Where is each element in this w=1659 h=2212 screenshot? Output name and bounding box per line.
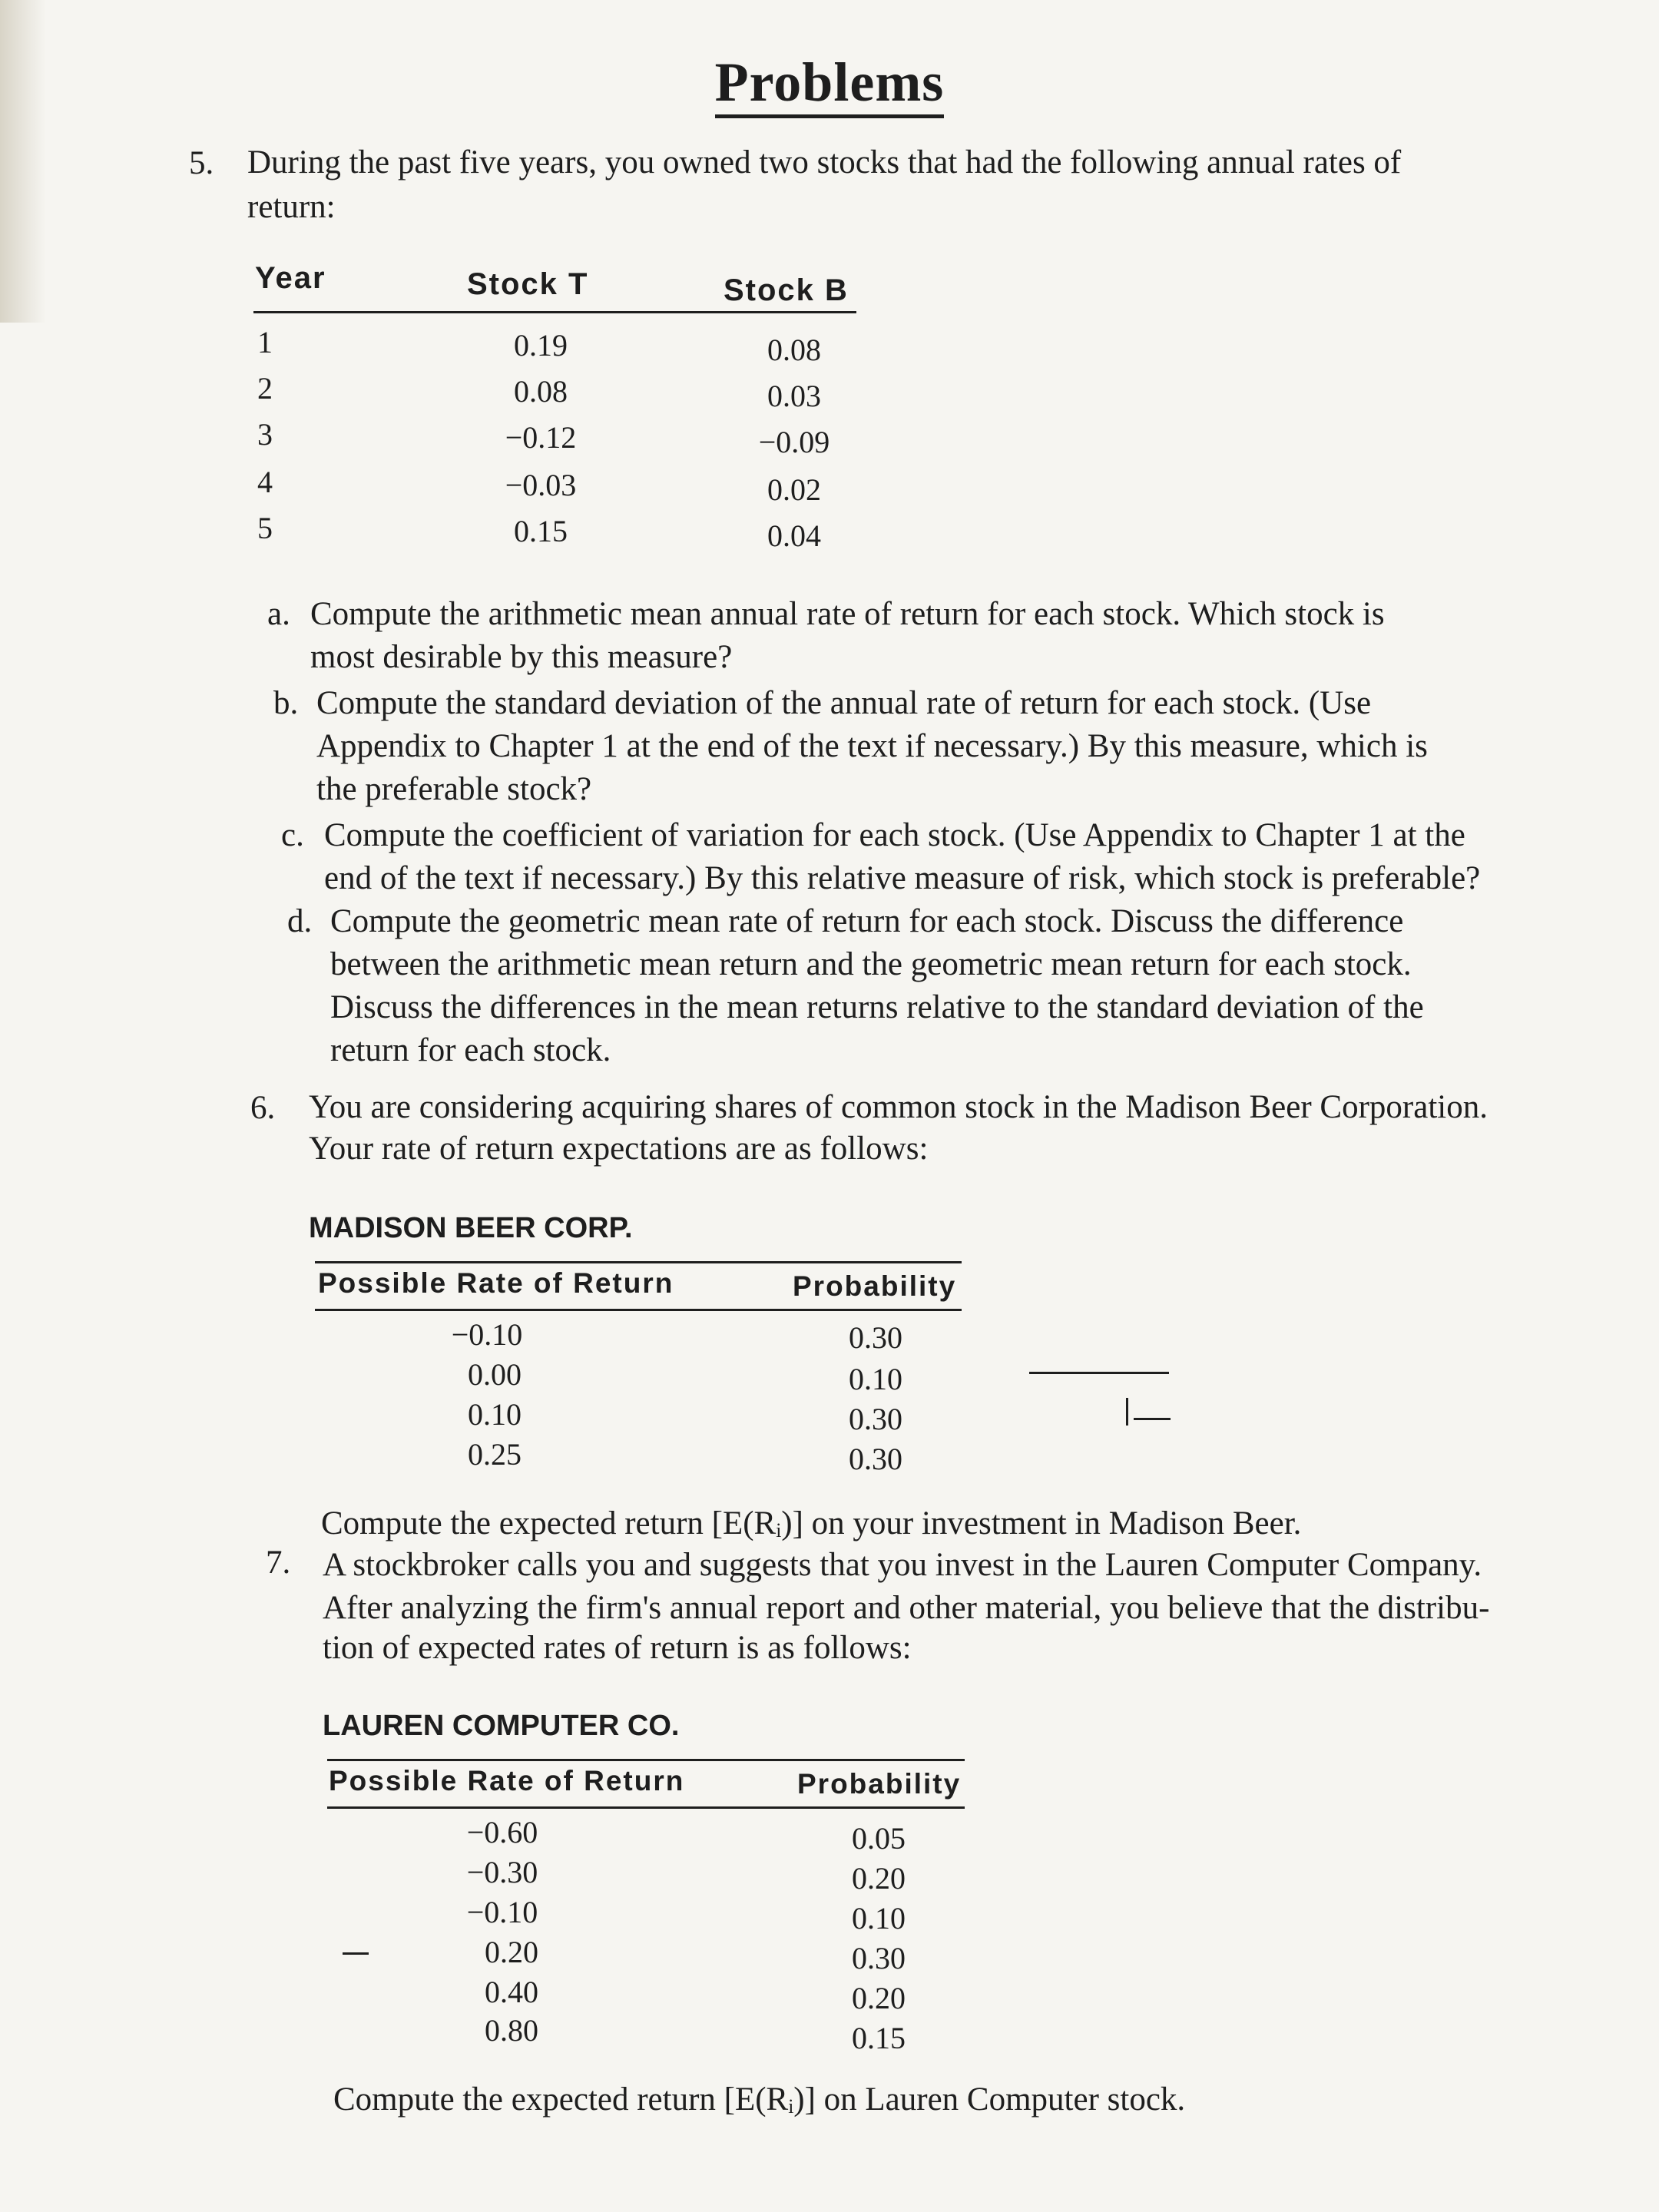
table5-header-stock-b: Stock B [724, 273, 849, 307]
table5-stock-b: 0.08 [767, 333, 821, 367]
lauren-rate: 0.80 [485, 2013, 538, 2048]
stray-pen-line [1134, 1418, 1171, 1420]
madison-rate: −0.10 [451, 1317, 523, 1352]
table5-header-year: Year [255, 261, 326, 295]
table5-year: 2 [257, 371, 273, 406]
problem-5-intro-line1: During the past five years, you owned two stocks that had the following annual rates of [247, 144, 1402, 180]
lauren-probability: 0.20 [852, 1981, 906, 2015]
problem-7-question: Compute the expected return [E(Rᵢ)] on Lauren Computer stock. [333, 2081, 1186, 2118]
stray-pen-line [1029, 1372, 1169, 1374]
lauren-header-probability: Probability [797, 1768, 962, 1800]
madison-rate: 0.25 [468, 1437, 522, 1472]
madison-header-rate: Possible Rate of Return [318, 1267, 674, 1299]
table5-stock-t: 0.19 [514, 328, 568, 363]
madison-probability: 0.30 [849, 1402, 902, 1436]
stray-pen-line [343, 1952, 369, 1955]
problem-6-intro-line1: You are considering acquiring shares of common stock in the Madison Beer Corporation. [309, 1089, 1488, 1125]
problem-5-intro-line2: return: [247, 189, 336, 225]
madison-header-probability: Probability [793, 1270, 957, 1302]
lauren-probability: 0.20 [852, 1861, 906, 1896]
lauren-rate: −0.30 [466, 1855, 538, 1889]
lauren-top-rule [327, 1759, 965, 1761]
lauren-rate: 0.40 [485, 1975, 538, 2009]
page-edge-shadow [0, 0, 46, 323]
table5-stock-b: 0.03 [767, 379, 821, 413]
page-title: Problems [0, 51, 1659, 114]
table5-stock-t: 0.08 [514, 374, 568, 409]
problem-7-intro-line1: A stockbroker calls you and suggests that you invest in the Lauren Computer Company. [323, 1547, 1482, 1583]
table5-stock-b: 0.02 [767, 472, 821, 507]
table5-stock-t: −0.12 [505, 420, 577, 455]
madison-probability: 0.30 [849, 1320, 902, 1355]
problem-7-number: 7. [266, 1545, 291, 1581]
lauren-header-rule [327, 1806, 965, 1809]
lauren-rate: 0.20 [485, 1935, 538, 1969]
lauren-rate: −0.10 [466, 1895, 538, 1929]
madison-table-title: MADISON BEER CORP. [309, 1212, 633, 1244]
lauren-rate: −0.60 [466, 1815, 538, 1849]
madison-rate: 0.10 [468, 1397, 522, 1432]
lauren-probability: 0.10 [852, 1901, 906, 1936]
table5-header-rule [253, 311, 856, 313]
madison-probability: 0.10 [849, 1362, 902, 1396]
lauren-probability: 0.05 [852, 1821, 906, 1856]
lauren-header-rate: Possible Rate of Return [329, 1765, 685, 1796]
problem-7-intro-line3: tion of expected rates of return is as follows: [323, 1630, 912, 1666]
stray-pen-line [1126, 1398, 1128, 1426]
table5-stock-t: −0.03 [505, 468, 577, 502]
problem-6-intro-line2: Your rate of return expectations are as follows: [309, 1131, 929, 1167]
madison-top-rule [315, 1261, 962, 1263]
table5-year: 1 [257, 325, 273, 359]
problem-5-number: 5. [189, 145, 214, 181]
lauren-probability: 0.30 [852, 1941, 906, 1975]
table5-year: 4 [257, 465, 273, 499]
table5-year: 5 [257, 511, 273, 545]
table5-stock-t: 0.15 [514, 514, 568, 548]
madison-probability: 0.30 [849, 1442, 902, 1476]
lauren-probability: 0.15 [852, 2021, 906, 2055]
table5-year: 3 [257, 417, 273, 452]
problem-7-intro-line2: After analyzing the firm's annual report and other material, you believe that the distribu- [323, 1590, 1490, 1626]
madison-rate: 0.00 [468, 1357, 522, 1392]
table5-stock-b: 0.04 [767, 518, 821, 553]
problem-6-question: Compute the expected return [E(Rᵢ)] on your investment in Madison Beer. [321, 1505, 1302, 1541]
table5-header-stock-t: Stock T [467, 267, 589, 301]
madison-header-rule [315, 1309, 962, 1311]
table5-stock-b: −0.09 [758, 425, 830, 459]
problem-6-number: 6. [250, 1090, 276, 1126]
lauren-table-title: LAUREN COMPUTER CO. [323, 1710, 680, 1742]
